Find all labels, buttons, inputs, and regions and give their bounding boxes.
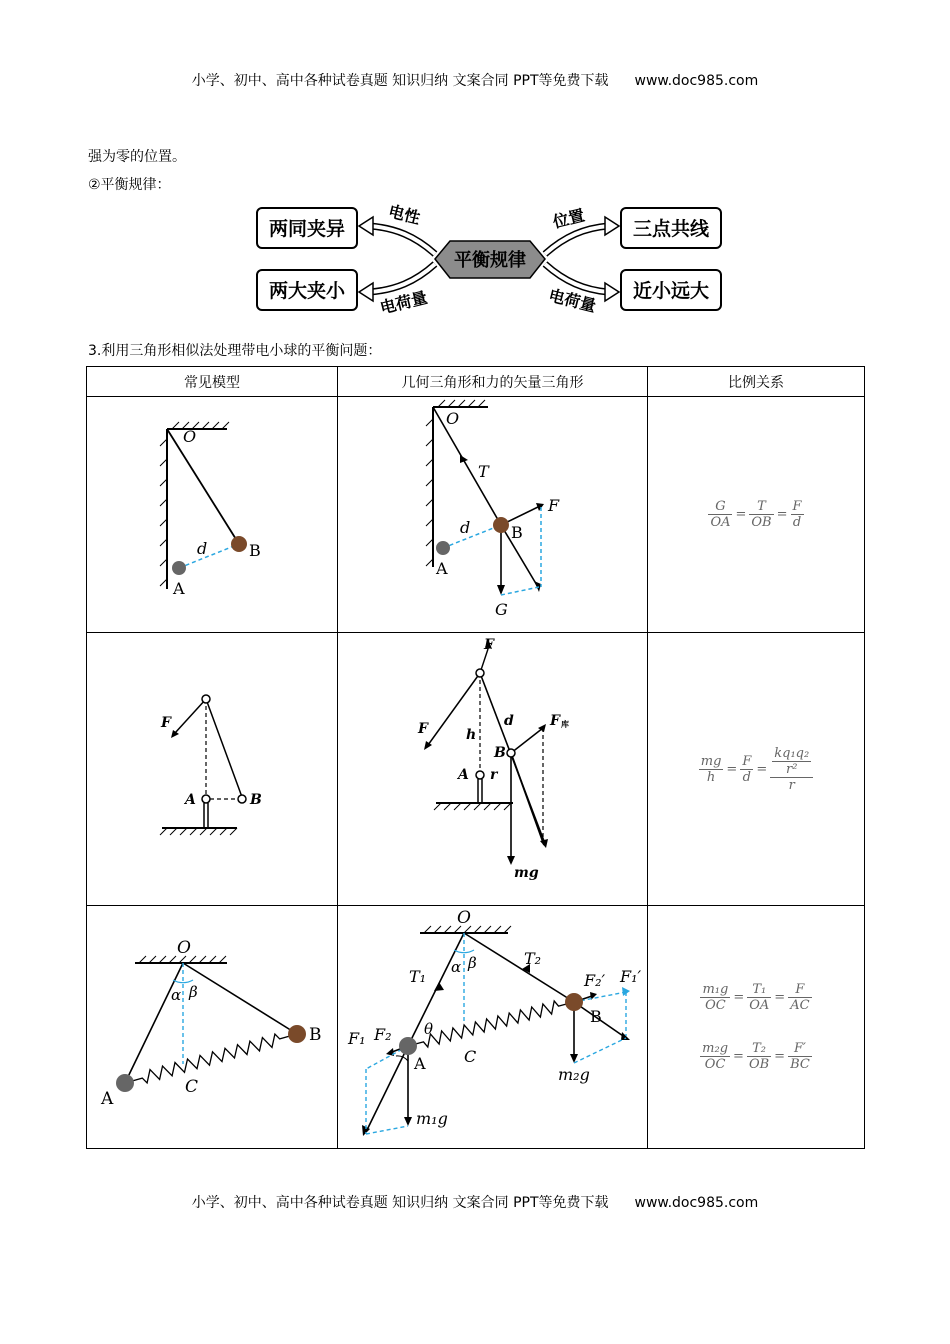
- row3-model-label-C: C: [185, 1077, 199, 1097]
- row2-model-cell: [87, 633, 338, 906]
- row1-triangle-cell: [338, 397, 648, 633]
- row3-model-label-beta: β: [189, 983, 198, 1001]
- center-text: 平衡规律: [454, 250, 526, 271]
- row2-tri-label-mg: mg: [514, 865, 539, 881]
- row1-frac-2: $\frac{T}{OB}$: [751, 499, 772, 530]
- row3-model-diagram: [87, 906, 337, 1144]
- row3-tri-label-B: B: [590, 1007, 602, 1026]
- row2-triangle-diagram: [338, 633, 647, 901]
- row1-frac-1: $\frac{G}{OA}$: [710, 499, 731, 530]
- row1-triangle-diagram: [338, 397, 647, 628]
- similar-triangle-table: [86, 366, 865, 1149]
- row1-tri-label-T: T: [478, 462, 489, 481]
- row3-triangle-cell: [338, 906, 648, 1149]
- table-row-1: [87, 397, 865, 633]
- row3-tri-label-F2: F₂: [374, 1025, 392, 1044]
- row3-model-label-alpha: α: [171, 986, 182, 1004]
- row2-tri-label-h: h: [466, 727, 477, 743]
- row1-model-cell: [87, 397, 338, 633]
- row2-tri-label-F-top: F: [484, 637, 494, 653]
- row1-tri-label-A: A: [436, 559, 448, 578]
- body-line-1: 强为零的位置。: [88, 149, 186, 165]
- row3-model-label-O: O: [177, 938, 191, 958]
- arrow-label-bottom-right: 电荷量: [546, 285, 598, 316]
- row3-tri-label-F1: F₁: [348, 1029, 366, 1048]
- row3-model-label-A: A: [101, 1089, 114, 1109]
- row1-model-diagram: [87, 397, 337, 628]
- page-footer: [0, 1192, 950, 1212]
- row2-model-diagram: [87, 633, 337, 901]
- row1-ratio-cell: [648, 397, 865, 633]
- row2-tri-label-d: d: [504, 713, 514, 729]
- row3-model-label-B: B: [309, 1025, 322, 1045]
- row1-model-label-B: B: [249, 541, 261, 560]
- row1-frac-3: $\frac{F}{d}$: [792, 499, 802, 530]
- row3-tri-label-F2p: F₂′: [584, 971, 606, 990]
- row2-model-label-F: F: [161, 715, 171, 731]
- row3-tri-label-T2: T₂: [524, 949, 542, 968]
- row1-tri-label-d: d: [460, 518, 471, 537]
- arrow-label-top-left: 电性: [386, 201, 423, 228]
- arrow-label-top-right: 位置: [550, 205, 587, 232]
- header-model: 常见模型: [87, 367, 338, 397]
- balance-rule-scheme: [255, 196, 725, 322]
- footer-url[interactable]: www.doc985.com: [634, 1195, 759, 1211]
- row2-triangle-cell: [338, 633, 648, 906]
- row3-formula-1: $\frac{\text{m₁g}}{OC}$ = $\frac{\text{T₁}}{OA}$ = $\frac{F}{AC}$: [702, 982, 810, 1013]
- box-text-bottom-right: 近小远大: [632, 280, 710, 302]
- row2-model-label-B: B: [250, 792, 262, 808]
- table-row-2: [87, 633, 865, 906]
- row2-frac-3: $\frac{\frac{\text{kq₁q₂}}{\text{r²}}}{r}$: [770, 746, 813, 793]
- row2-tri-label-A: A: [458, 767, 469, 783]
- row3-tri-label-m1g: m₁g: [416, 1109, 448, 1128]
- row3-tri-label-O: O: [457, 908, 471, 928]
- header-triangle: 几何三角形和力的矢量三角形: [338, 367, 648, 397]
- header-ratio: 比例关系: [648, 367, 865, 397]
- row3-model-cell: [87, 906, 338, 1149]
- arrow-label-bottom-left: 电荷量: [378, 287, 430, 318]
- row1-tri-label-B: B: [511, 523, 523, 542]
- row2-model-label-A: A: [185, 792, 196, 808]
- box-text-top-left: 两同夹异: [268, 218, 346, 240]
- body-line-2: ②平衡规律：: [88, 177, 171, 193]
- row2-formula: $\frac{mg}{h}$ = $\frac{F}{d}$ = $\frac{\frac{\text{kq₁q₂}}{\text{r²}}}{r}$: [648, 746, 864, 793]
- row1-model-label-A: A: [173, 579, 185, 598]
- row1-tri-label-F: F: [548, 496, 560, 515]
- header-text: 小学、初中、高中各种试卷真题 知识归纳 文案合同 PPT等免费下载: [191, 73, 609, 89]
- row3-tri-label-alpha: α: [451, 958, 462, 976]
- row2-tri-label-Fk: F: [550, 713, 560, 729]
- body-line-3: 3.利用三角形相似法处理带电小球的平衡问题：: [88, 343, 382, 359]
- row3-tri-label-theta: θ: [424, 1020, 434, 1038]
- box-text-bottom-left: 两大夹小: [268, 280, 346, 302]
- table-header-row: [87, 367, 865, 397]
- row2-tri-label-ku: 库: [561, 720, 569, 729]
- row1-model-label-d: d: [197, 539, 208, 558]
- row3-tri-label-F1p: F₁′: [620, 967, 642, 986]
- row3-tri-label-C: C: [464, 1047, 477, 1066]
- row2-tri-label-F-left: F: [418, 721, 428, 737]
- row2-tri-label-B: B: [494, 745, 506, 761]
- page-header: [0, 70, 950, 90]
- row3-formula-2: $\frac{\text{m₂g}}{OC}$ = $\frac{\text{T₂}}{OB}$ = $\frac{F'}{BC}$: [702, 1041, 810, 1072]
- row3-ratio-cell: [648, 906, 865, 1149]
- row3-tri-label-beta: β: [468, 954, 477, 972]
- row3-tri-label-m2g: m₂g: [558, 1065, 590, 1084]
- row3-triangle-diagram: [338, 906, 647, 1144]
- header-url[interactable]: www.doc985.com: [634, 73, 759, 89]
- row2-frac-1: $\frac{mg}{h}$: [700, 753, 722, 785]
- row1-formula: $\frac{G}{OA}$ = $\frac{T}{OB}$ = $\frac{F}{d}$: [710, 499, 802, 530]
- row2-frac-2: $\frac{F}{d}$: [742, 753, 752, 785]
- row3-tri-label-T1: T₁: [409, 967, 427, 986]
- row1-tri-label-G: G: [495, 600, 508, 619]
- row3-tri-label-A: A: [414, 1054, 426, 1073]
- row2-ratio-cell: [648, 633, 865, 906]
- footer-text: 小学、初中、高中各种试卷真题 知识归纳 文案合同 PPT等免费下载: [191, 1195, 609, 1211]
- box-text-top-right: 三点共线: [632, 218, 710, 240]
- row2-tri-label-r: r: [490, 767, 498, 783]
- row1-tri-label-O: O: [446, 409, 460, 428]
- row1-model-label-O: O: [183, 427, 197, 446]
- table-row-3: [87, 906, 865, 1149]
